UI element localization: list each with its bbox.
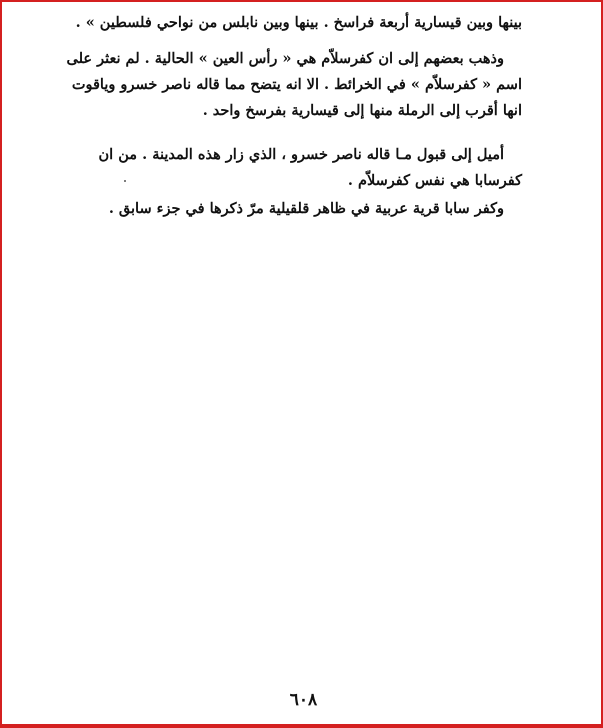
paragraph-2 — [66, 46, 522, 124]
paragraph-1 — [70, 10, 522, 36]
scan-speck — [124, 180, 126, 182]
text-line: اسم « كفرسلاّم » في الخرائط . الا انه يتضح مما قاله ناصر خسرو وياقوت — [71, 76, 522, 93]
text-line: بينها وبين قيسارية أربعة فراسخ . بينها وبين نابلس من نواحي فلسطين » . — [75, 14, 522, 31]
page-number: ٦٠٨ — [289, 690, 318, 710]
page-body — [66, 10, 522, 222]
text-line: أميل إلى قبول مـا قاله ناصر خسرو ، الذي زار هذه المدينة . من ان — [98, 146, 504, 163]
text-line: وذهب بعضهم إلى ان كفرسلاّم هي « رأس العين » الحالية . لم نعثر على — [66, 50, 504, 67]
text-line: وكفر سابا قرية عربية في ظاهر قلقيلية مرّ ذكرها في جزء سابق . — [108, 200, 504, 217]
paragraph-4 — [70, 196, 522, 222]
text-line: كفرسابا هي نفس كفرسلاّم . — [347, 172, 522, 189]
paragraph-3 — [70, 142, 522, 194]
text-line: انها أقرب إلى الرملة منها إلى قيسارية بفرسخ واحد . — [202, 102, 522, 119]
